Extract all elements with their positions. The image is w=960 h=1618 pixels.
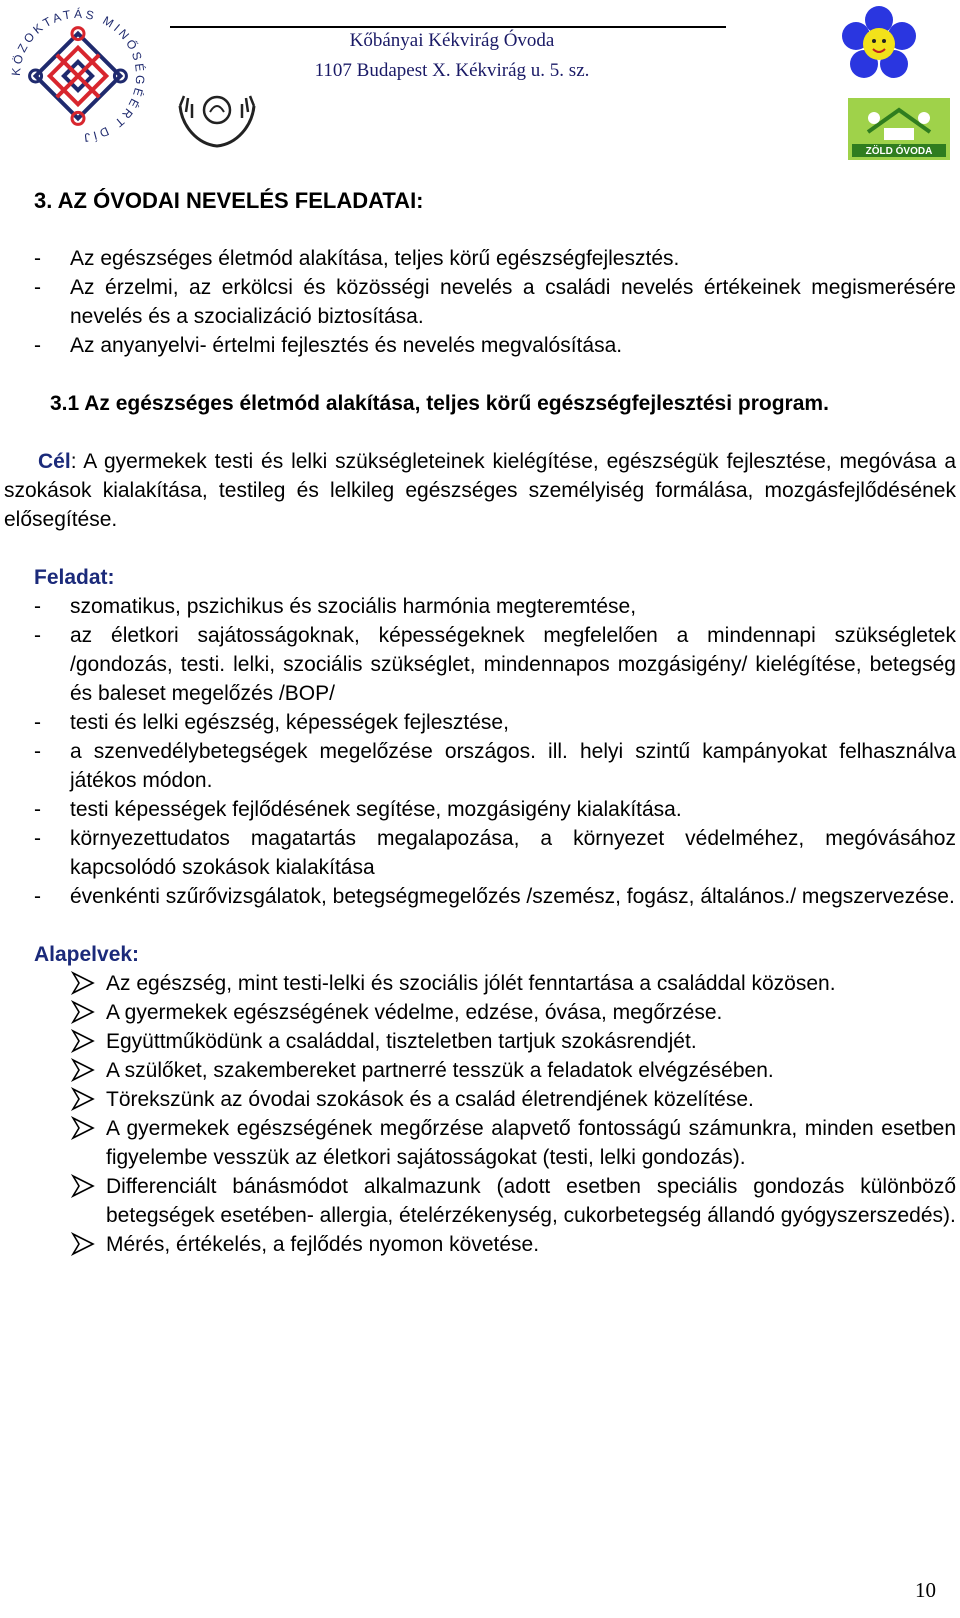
list-item: - évenkénti szűrővizsgálatok, betegségmegelőzés /szemész, fogász, általános./ megszervezése. <box>34 885 955 908</box>
quality-award-logo <box>8 6 148 146</box>
list-item: - testi és lelki egészség, képességek fejlesztése, <box>34 711 509 734</box>
goal-paragraph <box>4 447 956 534</box>
list-item: A gyermekek egészségének megőrzése alapvető fontosságú számunkra, minden esetben figyelembe vesszük az életkori sajátosságokat (testi, lelki gondozás). <box>4 1114 956 1172</box>
arrow-bullet-icon <box>70 1173 96 1199</box>
goal-label: Cél <box>38 450 71 473</box>
arrow-bullet-icon <box>70 1115 96 1141</box>
blue-flower-logo-icon <box>836 4 922 84</box>
section-3-list <box>4 244 956 360</box>
section-3-1-title: 3.1 Az egészséges életmód alakítása, teljes körű egészségfejlesztési program. <box>50 392 829 415</box>
list-item: Differenciált bánásmódot alkalmazunk (adott esetben speciális gondozás különböző betegségek esetében- allergia, ételérzékenység, cukorbetegség állandó gyógyszerszedés). <box>4 1172 956 1230</box>
arrow-bullet-icon <box>70 1086 96 1112</box>
list-item: A szülőket, szakembereket partnerré tesszük a feladatok elvégzésében. <box>4 1056 956 1085</box>
list-item: - Az egészséges életmód alakítása, teljes körű egészségfejlesztés. <box>34 247 680 270</box>
list-item: - az életkori sajátosságoknak, képességeknek megfelelően a mindennapi szükségletek /gondozás, testi. lelki, szociális szükséglet, mindennapos mozgásigény/ kielégítése, betegség és baleset megelőzés /BOP/ <box>34 624 956 705</box>
section-3-title: 3. AZ ÓVODAI NEVELÉS FELADATAI: <box>34 188 424 213</box>
principles-label: Alapelvek: <box>34 943 140 966</box>
principles-list <box>4 969 956 1259</box>
task-label: Feladat: <box>34 566 115 589</box>
document-body <box>4 186 956 1259</box>
institution-address: 1107 Budapest X. Kékvirág u. 5. sz. <box>314 60 590 81</box>
arrow-bullet-icon <box>70 970 96 996</box>
arrow-bullet-icon <box>70 999 96 1025</box>
list-item: Együttműködünk a családdal, tiszteletben tartjuk szokásrendjét. <box>4 1027 956 1056</box>
knot-emblem-icon <box>27 25 129 127</box>
list-item: - testi képességek fejlődésének segítése, mozgásigény kialakítása. <box>34 798 682 821</box>
list-item: - a szenvedélybetegségek megelőzése országos. ill. helyi szintű kampányokat felhasználva játékos módon. <box>34 740 956 792</box>
green-kindergarten-logo <box>848 98 950 160</box>
arrow-bullet-icon <box>70 1057 96 1083</box>
list-item: Az egészség, mint testi-lelki és szociális jólét fenntartása a családdal közösen. <box>4 969 956 998</box>
header-rule <box>170 26 726 28</box>
hands-logo-icon <box>172 86 262 150</box>
arrow-bullet-icon <box>70 1028 96 1054</box>
list-item: Mérés, értékelés, a fejlődés nyomon követése. <box>4 1230 956 1259</box>
institution-name: Kőbányai Kékvirág Óvoda <box>349 30 555 51</box>
logo-ring-text: KÖZOKTATÁS MINŐSÉGÉÉRT DÍJ <box>8 6 148 146</box>
green-logo-text: ZÖLD ÓVODA <box>865 146 933 157</box>
list-item: Törekszünk az óvodai szokások és a család életrendjének közelítése. <box>4 1085 956 1114</box>
goal-text: : A gyermekek testi és lelki szükségleteinek kielégítése, egészségük fejlesztése, megóvása a szokások kialakítása, testileg és lelkileg egészséges személyiség formálása, mozgásfejlődésének elősegítése. <box>4 450 956 531</box>
task-list <box>4 592 956 911</box>
list-item: A gyermekek egészségének védelme, edzése, óvása, megőrzése. <box>4 998 956 1027</box>
list-item: - környezettudatos magatartás megalapozása, a környezet védelméhez, megóvásához kapcsolódó szokások kialakítása <box>34 827 956 879</box>
list-item: - szomatikus, pszichikus és szociális harmónia megteremtése, <box>34 595 637 618</box>
arrow-bullet-icon <box>70 1231 96 1257</box>
list-item: - Az érzelmi, az erkölcsi és közösségi nevelés a családi nevelés értékeinek megismerésére nevelés és a szocializáció biztosítása. <box>34 276 956 328</box>
page-number: 10 <box>915 1578 936 1602</box>
list-item: - Az anyanyelvi- értelmi fejlesztés és nevelés megvalósítása. <box>34 334 623 357</box>
